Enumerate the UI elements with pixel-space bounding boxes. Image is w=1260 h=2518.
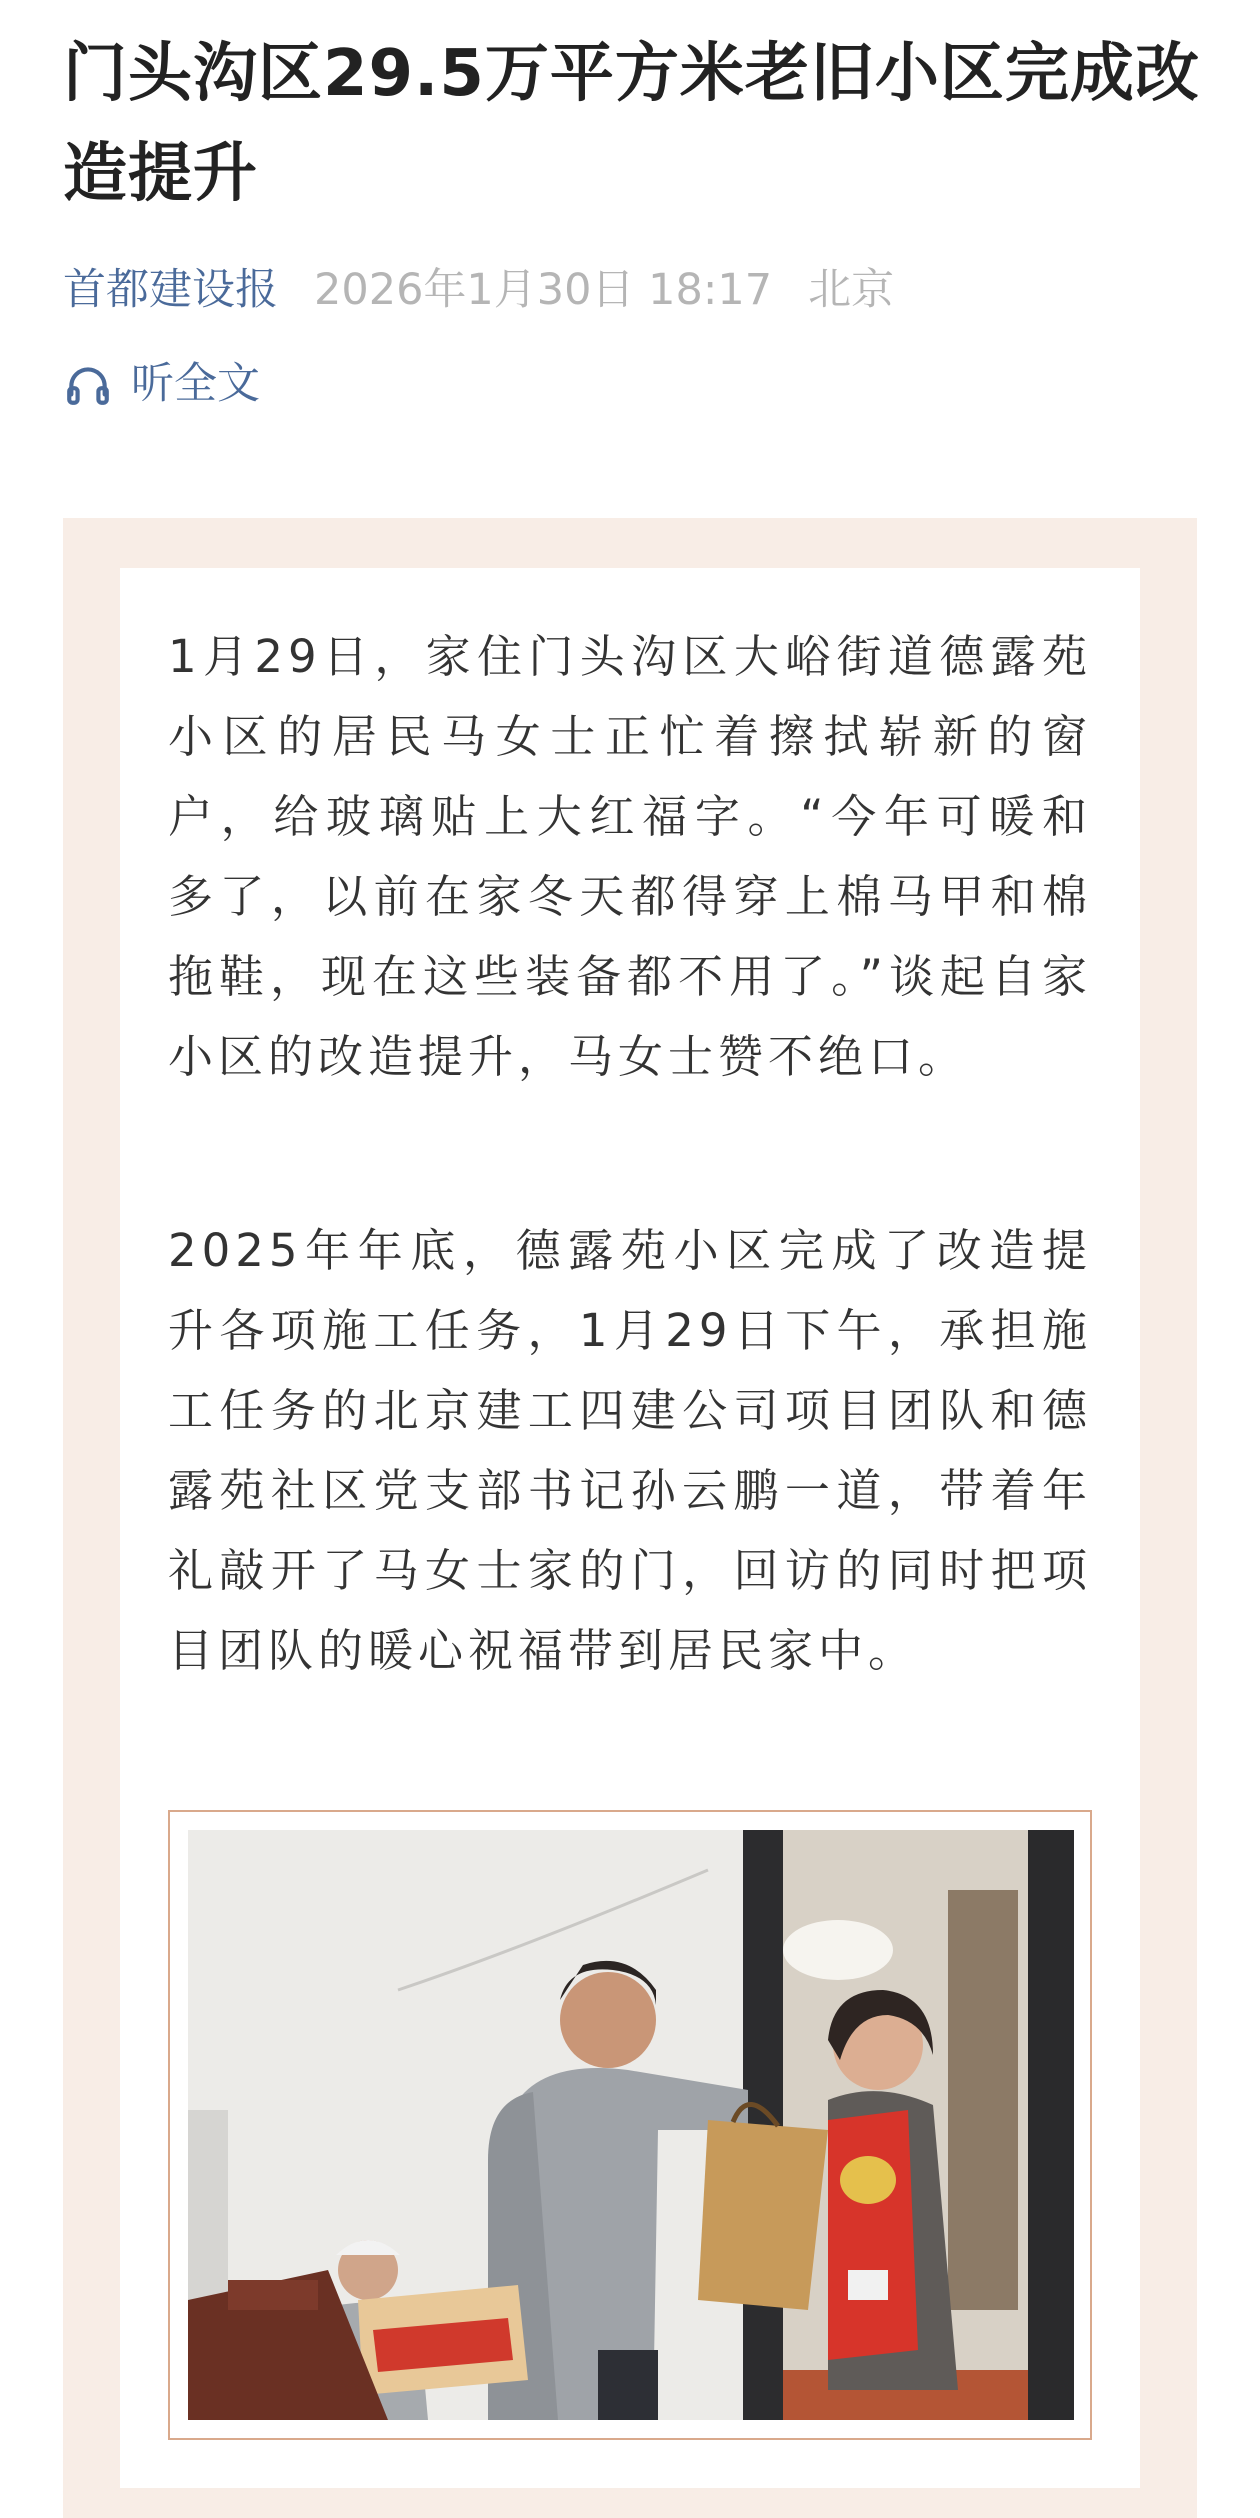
paragraph-2: 2025年年底，德露苑小区完成了改造提升各项施工任务，1月29日下午，承担施工任务的北京建工四建公司项目团队和德露苑社区党支部书记孙云鹏一道，带着年礼敲开了马女士家的门，回访的同时把项目团队的暖心祝福带到居民家中。	[168, 1224, 1092, 1677]
photo-frame	[168, 1810, 1092, 2440]
article-meta	[63, 262, 894, 318]
publish-location: 北京	[808, 265, 895, 315]
photo-illustration	[188, 1830, 1074, 2420]
listen-label: 听全文	[131, 359, 260, 409]
headphones-icon	[63, 359, 113, 409]
paragraph-1: 1月29日，家住门头沟区大峪街道德露苑小区的居民马女士正忙着擦拭崭新的窗户，给玻璃贴上大红福字。“今年可暖和多了，以前在家冬天都得穿上棉马甲和棉拖鞋，现在这些装备都不用了。”谈起自家小区的改造提升，马女士赞不绝口。	[168, 630, 1092, 1083]
article-photo[interactable]	[188, 1830, 1074, 2420]
source-link[interactable]: 首都建设报	[63, 265, 278, 315]
listen-full-text-button[interactable]	[63, 356, 260, 412]
article-title: 门头沟区29.5万平方米老旧小区完成改造提升	[63, 37, 1200, 211]
publish-time: 2026年1月30日 18:17	[314, 265, 773, 315]
